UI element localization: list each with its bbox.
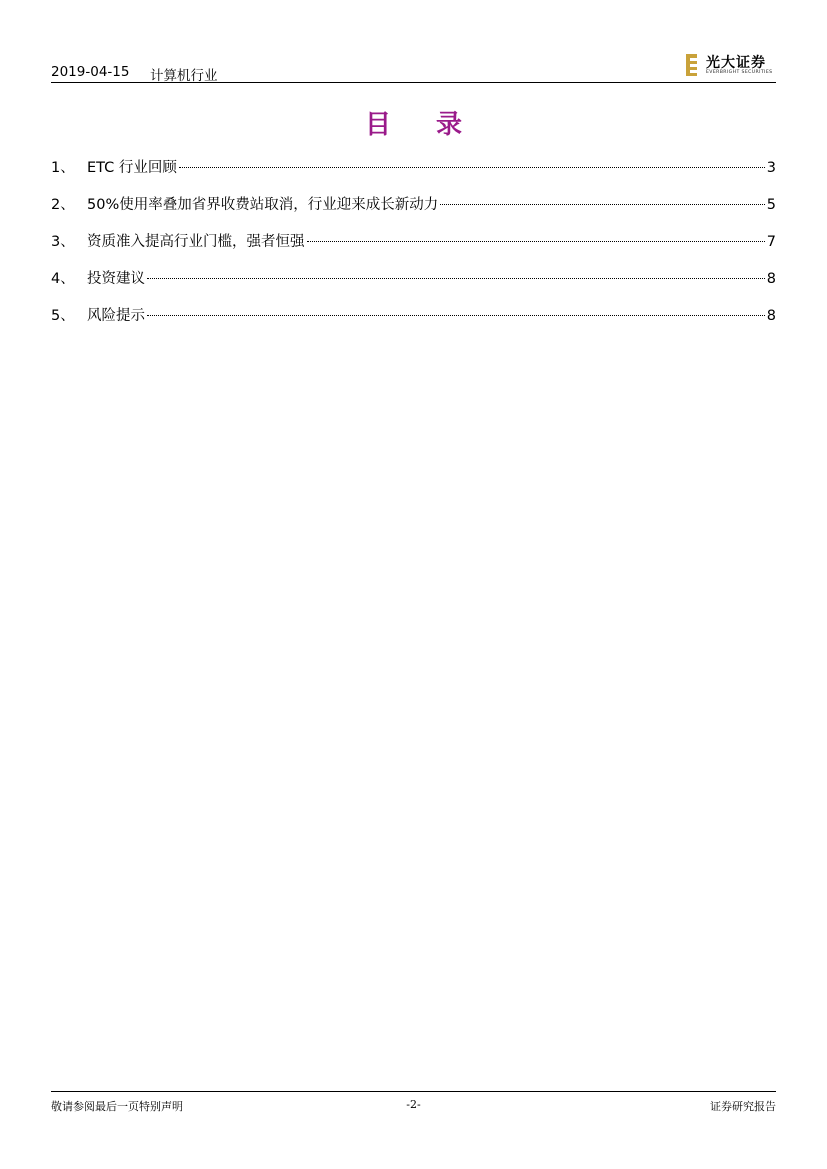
page-number: -2- [406, 1098, 421, 1111]
toc-entry-title: 50%使用率叠加省界收费站取消，行业迎来成长新动力 [87, 197, 439, 213]
toc-entry-page: 8 [766, 271, 776, 287]
footer-disclaimer: 敬请参阅最后一页特别声明 [51, 1100, 183, 1113]
toc-entry[interactable] [51, 193, 776, 230]
toc-entry-number: 5、 [51, 308, 75, 324]
table-of-contents [51, 156, 776, 341]
logo-subtext: EVERBRIGHT SECURITIES [706, 70, 773, 75]
toc-leader-dots [147, 314, 765, 316]
header-industry: 计算机行业 [150, 68, 218, 84]
everbright-logo [686, 52, 776, 78]
toc-leader-dots [179, 166, 765, 168]
header-date: 2019-04-15 [51, 64, 130, 80]
toc-entry-number: 2、 [51, 197, 75, 213]
toc-entry-title: 投资建议 [87, 271, 145, 287]
toc-entry[interactable] [51, 304, 776, 341]
toc-entry-title: 风险提示 [87, 308, 145, 324]
toc-leader-dots [307, 240, 765, 242]
toc-leader-dots [147, 277, 765, 279]
toc-entry-page: 5 [766, 197, 776, 213]
logo-text: 光大证券 [706, 55, 766, 71]
toc-entry[interactable] [51, 156, 776, 193]
toc-entry[interactable] [51, 230, 776, 267]
footer-report-type: 证券研究报告 [710, 1100, 776, 1113]
page-header [51, 48, 776, 83]
toc-entry-page: 3 [766, 160, 776, 176]
everbright-logo-icon [686, 54, 701, 76]
page-footer [51, 1091, 776, 1116]
toc-title: 目 录 [364, 110, 481, 140]
toc-entry-number: 1、 [51, 160, 75, 176]
toc-entry-page: 8 [766, 308, 776, 324]
toc-entry-title: 资质准入提高行业门槛，强者恒强 [87, 234, 305, 250]
toc-entry[interactable] [51, 267, 776, 304]
toc-leader-dots [440, 203, 765, 205]
toc-entry-title: ETC 行业回顾 [87, 160, 177, 176]
toc-entry-number: 4、 [51, 271, 75, 287]
toc-entry-page: 7 [766, 234, 776, 250]
toc-entry-number: 3、 [51, 234, 75, 250]
